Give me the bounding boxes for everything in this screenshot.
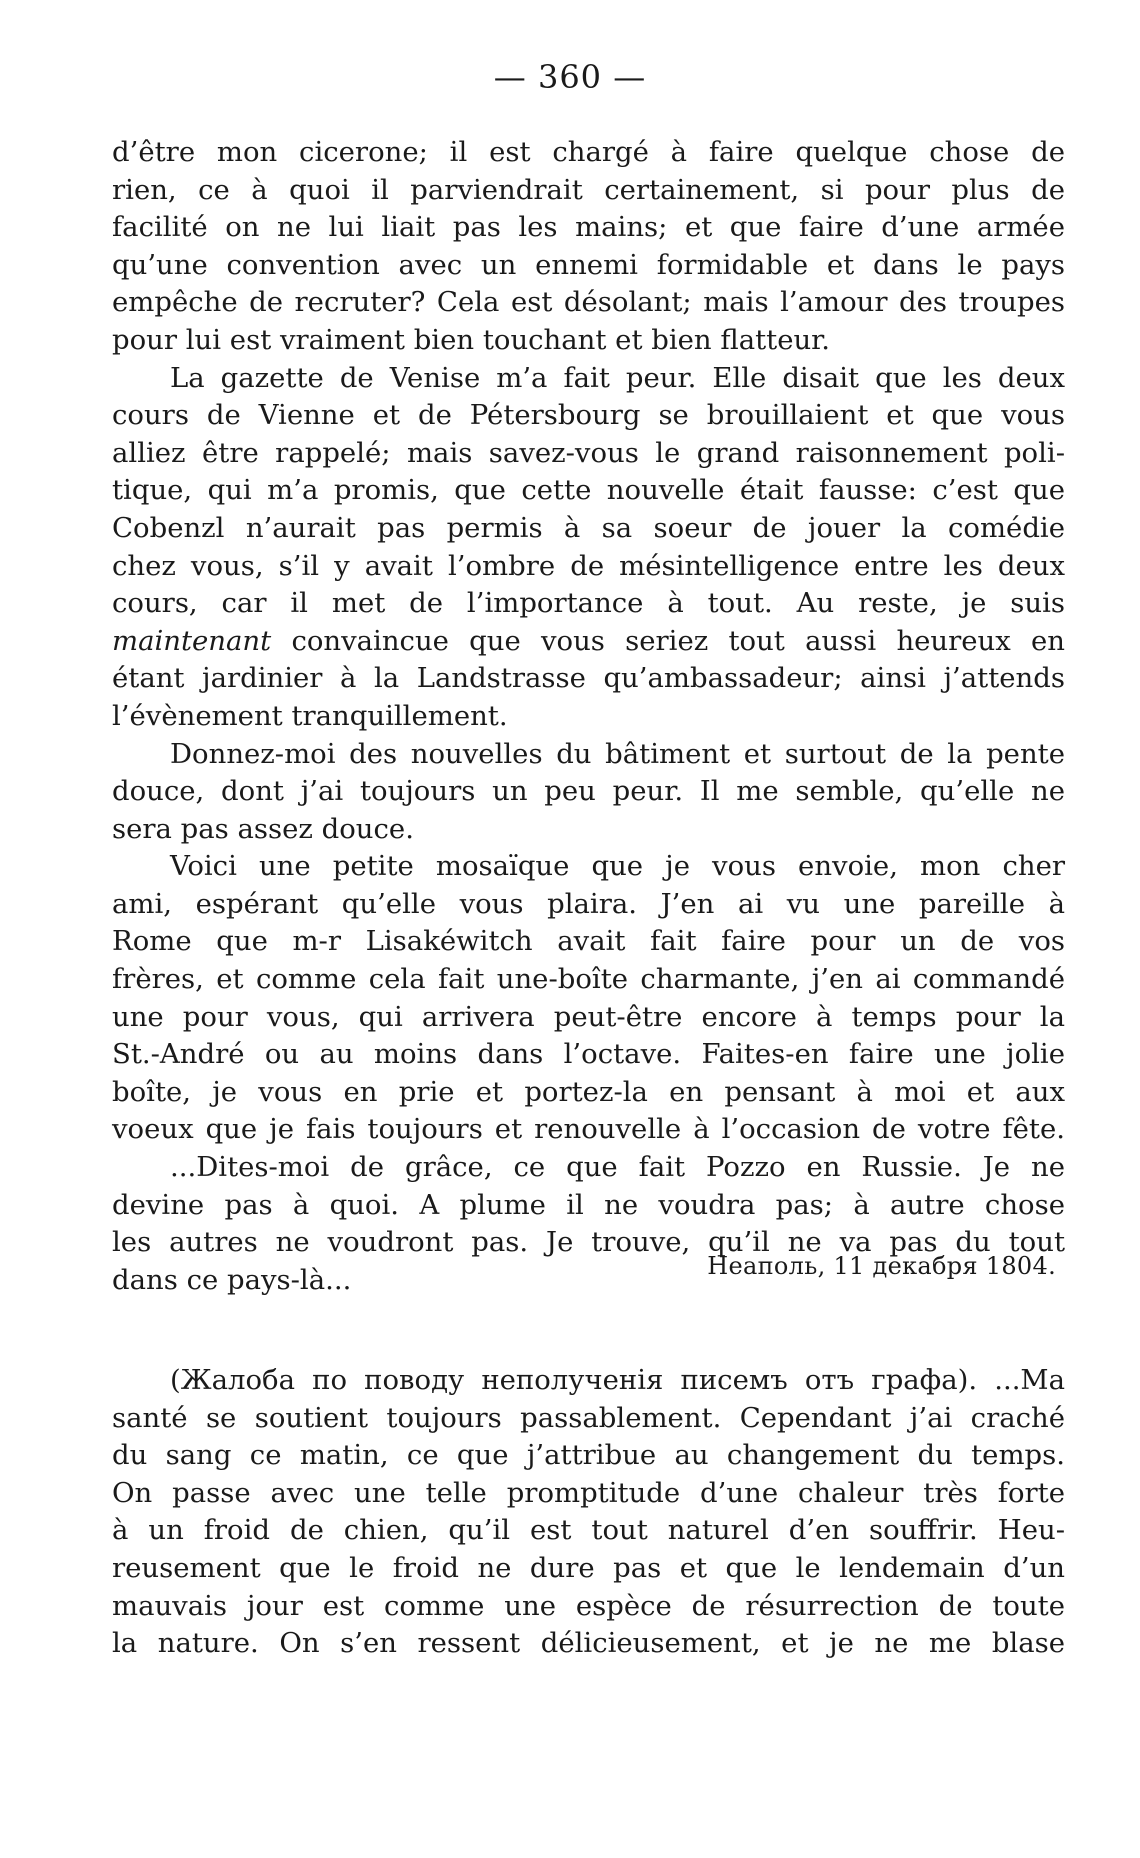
text-line: cours, car il met de l’importance à tout. Au reste, je suis xyxy=(112,587,1065,620)
text-line: une pour vous, qui arrivera peut-être encore à temps pour la xyxy=(112,1000,1065,1033)
text-line: facilité on ne lui liait pas les mains; et que faire d’une armée xyxy=(112,211,1065,244)
text-line: cours de Vienne et de Pétersbourg se brouillaient et que vous xyxy=(112,399,1065,432)
letter-2-text xyxy=(112,1362,1065,1663)
text-line: dans ce pays-là... xyxy=(112,1263,352,1296)
text-line: La gazette de Venise m’a fait peur. Elle disait que les deux xyxy=(170,361,1065,394)
text-line: sera pas assez douce. xyxy=(112,812,414,845)
text-line: boîte, je vous en prie et portez-la en pensant à moi et aux xyxy=(112,1075,1065,1108)
text-line: du sang ce matin, ce que j’attribue au changement du temps. xyxy=(112,1439,1065,1472)
text-line: santé se soutient toujours passablement. Cependant j’ai craché xyxy=(112,1401,1065,1434)
text-line: l’évènement tranquillement. xyxy=(112,699,508,732)
text-line: tique, qui m’a promis, que cette nouvelle était fausse: c’est que xyxy=(112,474,1065,507)
text-line: ami, espérant qu’elle vous plaira. J’en ai vu une pareille à xyxy=(112,887,1065,920)
italic-word: maintenant xyxy=(112,624,272,657)
text-line: Voici une petite mosaïque que je vous envoie, mon cher xyxy=(170,850,1065,883)
letter-date-heading: Неаполь, 11 декабря 1804. xyxy=(707,1252,1056,1280)
text-line: pour lui est vraiment bien touchant et bien flatteur. xyxy=(112,323,831,356)
text-line: Donnez-moi des nouvelles du bâtiment et surtout de la pente xyxy=(170,737,1065,770)
text-line: mauvais jour est comme une espèce de résurrection de toute xyxy=(112,1589,1065,1622)
text-line: ...Dites-moi de grâce, ce que fait Pozzo en Russie. Je ne xyxy=(170,1151,1065,1184)
text-line: les autres ne voudront pas. Je trouve, qu’il ne va pas du tout xyxy=(112,1226,1065,1259)
text-line: étant jardinier à la Landstrasse qu’ambassadeur; ainsi j’attends xyxy=(112,662,1065,695)
text-line: St.-André ou au moins dans l’octave. Faites-en faire une jolie xyxy=(112,1038,1065,1071)
text-line: Rome que m-r Lisakéwitch avait fait faire pour un de vos xyxy=(112,925,1065,958)
text-line: la nature. On s’en ressent délicieusement, et je ne me blase xyxy=(112,1627,1065,1660)
text-line: (Жалоба по поводу неполученія писемъ отъ графа). ...Ma xyxy=(170,1364,1065,1396)
letter-1-text xyxy=(112,134,1065,1299)
text-line: chez vous, s’il y avait l’ombre de mésintelligence entre les deux xyxy=(112,549,1065,582)
text-line: qu’une convention avec un ennemi formidable et dans le pays xyxy=(112,248,1065,281)
text-line: frères, et comme cela fait une-boîte charmante, j’en ai commandé xyxy=(112,963,1065,996)
text-line: reusement que le froid ne dure pas et que le lendemain d’un xyxy=(112,1551,1065,1584)
text-line-with-italic xyxy=(112,623,1065,661)
text-line: d’être mon cicerone; il est chargé à faire quelque chose de xyxy=(112,136,1065,168)
text-line: voeux que je fais toujours et renouvelle à l’occasion de votre fête. xyxy=(112,1113,1065,1146)
page-number: — 360 — xyxy=(493,58,647,96)
text-line: convaincue que vous seriez tout aussi heureux en xyxy=(291,624,1065,657)
text-line: rien, ce à quoi il parviendrait certainement, si pour plus de xyxy=(112,173,1065,206)
text-line: douce, dont j’ai toujours un peu peur. Il me semble, qu’elle ne xyxy=(112,775,1065,808)
text-line: On passe avec une telle promptitude d’une chaleur très forte xyxy=(112,1476,1065,1509)
text-line: à un froid de chien, qu’il est tout naturel d’en souffrir. Heu- xyxy=(112,1514,1065,1547)
text-line: empêche de recruter? Cela est désolant; mais l’amour des troupes xyxy=(112,286,1065,319)
text-line: alliez être rappelé; mais savez-vous le grand raisonnement poli- xyxy=(112,436,1065,469)
text-line: devine pas à quoi. A plume il ne voudra pas; à autre chose xyxy=(112,1188,1065,1221)
text-line: Cobenzl n’aurait pas permis à sa soeur de jouer la comédie xyxy=(112,511,1065,544)
